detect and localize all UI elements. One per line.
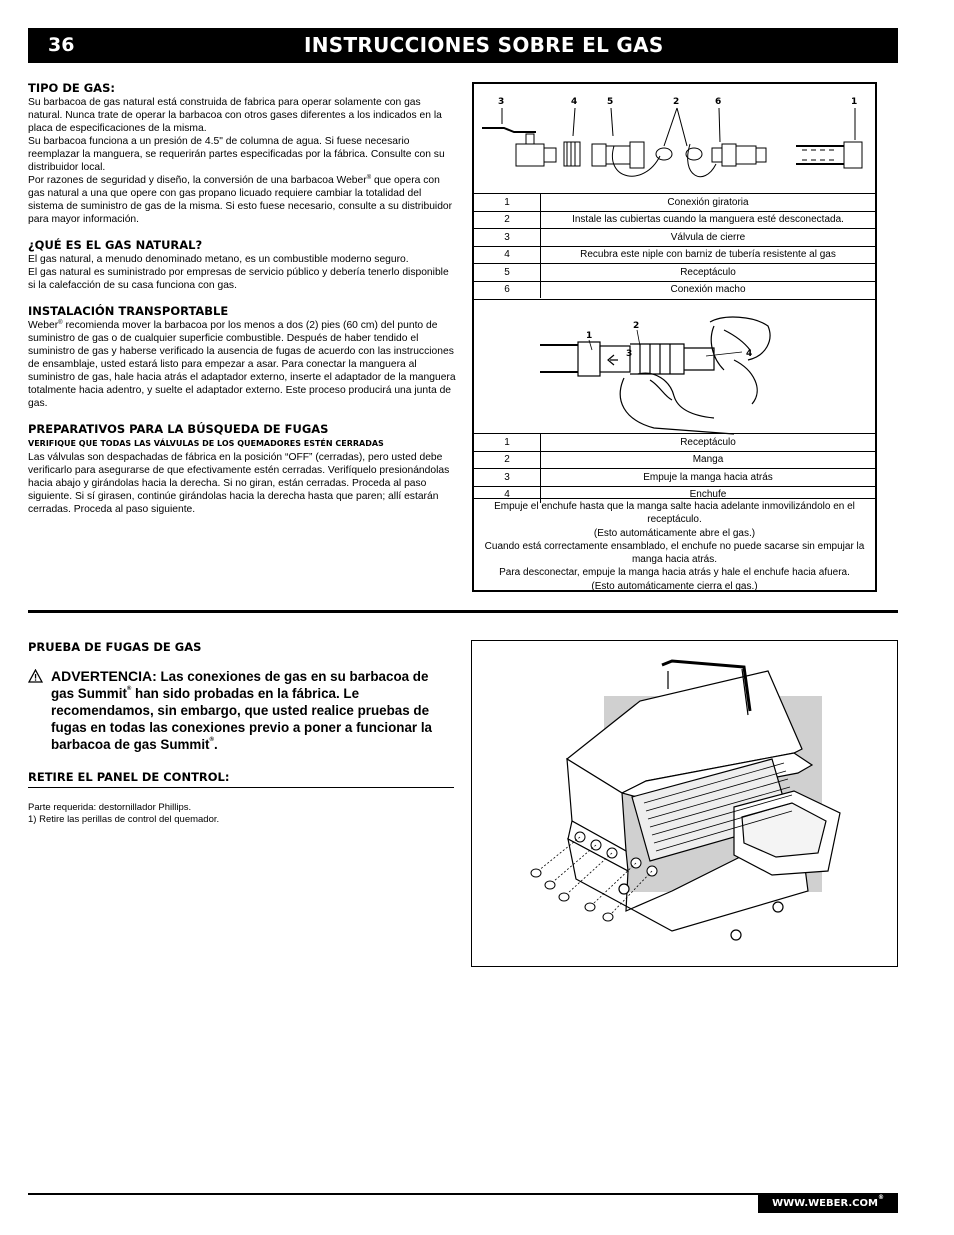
section-divider xyxy=(28,610,898,613)
registered-mark: ® xyxy=(126,686,132,692)
prueba-heading: PRUEBA DE FUGAS DE GAS xyxy=(28,640,202,654)
part-number: 6 xyxy=(474,281,541,298)
callout-2: 2 xyxy=(633,321,640,331)
footer-url-text[interactable]: WWW.WEBER.COM xyxy=(772,1198,878,1209)
table-row xyxy=(474,469,875,487)
callout-3: 3 xyxy=(626,349,633,359)
callout-4: 4 xyxy=(571,97,578,107)
part-label: Manga xyxy=(541,451,876,469)
table-row xyxy=(474,451,875,469)
part-label: Conexión macho xyxy=(541,281,876,298)
registered-mark: ® xyxy=(877,1194,884,1201)
instalacion-p1 xyxy=(28,319,456,410)
table-row xyxy=(474,246,875,264)
grill-knobs-illustration xyxy=(472,641,897,966)
warning-text-a: Las conexiones de gas en su barbacoa de gas Summit xyxy=(51,669,429,701)
warning-label: ADVERTENCIA: xyxy=(51,668,157,684)
table-row xyxy=(474,211,875,229)
part-number: 3 xyxy=(474,469,541,487)
registered-mark: ® xyxy=(366,175,372,181)
table-row xyxy=(474,264,875,282)
note-line: Empuje el enchufe hasta que la manga salte hacia adelante inmovilizándolo en el receptáculo. xyxy=(494,501,855,526)
section-preparativos xyxy=(28,423,456,516)
preparativos-heading: PREPARATIVOS PARA LA BÚSQUEDA DE FUGAS xyxy=(28,422,329,436)
warning-icon xyxy=(28,669,43,683)
callout-1: 1 xyxy=(851,97,858,107)
section-instalacion xyxy=(28,305,456,410)
callout-6: 6 xyxy=(715,97,722,107)
hose-parts-table xyxy=(474,193,875,298)
footer-url[interactable] xyxy=(758,1194,898,1213)
note-line: Para desconectar, empuje la manga hacia atrás y hale el enchufe hacia afuera. xyxy=(499,567,850,579)
grill-illustration-box xyxy=(471,640,898,967)
callout-5: 5 xyxy=(607,97,614,107)
registered-mark: ® xyxy=(58,320,63,326)
leak-test-section xyxy=(28,640,454,826)
part-required: Parte requerida: destornillador Phillips. xyxy=(28,802,192,813)
table-row xyxy=(474,194,875,212)
callout-2: 2 xyxy=(673,97,680,107)
part-number: 2 xyxy=(474,211,541,229)
tipo-gas-p3b: que opera con gas natural a una que opere con gas propano licuado requiere cambiar la totalidad del sistema de suministro de gas de la misma. Si esto fuese necesario, consulte a su distribuidor para mayor información. xyxy=(28,175,453,225)
warning-block xyxy=(28,668,454,753)
part-label: Enchufe xyxy=(541,486,876,503)
quick-connect-hands-illustration xyxy=(474,299,875,435)
tipo-gas-heading: TIPO DE GAS: xyxy=(28,81,115,95)
part-number: 4 xyxy=(474,246,541,264)
table-row xyxy=(474,281,875,298)
part-label: Empuje la manga hacia atrás xyxy=(541,469,876,487)
step-1: 1) Retire las perillas de control del quemador. xyxy=(28,814,220,825)
part-number: 1 xyxy=(474,434,541,452)
hose-connection-figure-box xyxy=(472,82,877,592)
gas-natural-heading: ¿QUÉ ES EL GAS NATURAL? xyxy=(28,238,203,252)
left-column xyxy=(28,82,456,529)
table-row xyxy=(474,434,875,452)
callout-3: 3 xyxy=(498,97,505,107)
tipo-gas-p3 xyxy=(28,174,456,226)
part-label: Válvula de cierre xyxy=(541,229,876,247)
table-row xyxy=(474,229,875,247)
page-title: INSTRUCCIONES SOBRE EL GAS xyxy=(304,33,664,57)
part-label: Conexión giratoria xyxy=(541,194,876,212)
tipo-gas-p1: Su barbacoa de gas natural está construida de fabrica para operar solamente con gas natural. Nunca trate de operar la barbacoa con otros gases diferentes a los indicados en la placa de especificaciones de la misma. xyxy=(28,97,442,134)
part-number: 2 xyxy=(474,451,541,469)
preparativos-p1: Las válvulas son despachadas de fábrica en la posición “OFF” (cerradas), pero usted debe verificarlo para asegurarse de que efectivamente estén cerradas. Verifíquelo presionándolas hacia abajo y girándolas hacia la derecha. Si no giran, están cerradas. Proceda al paso siguiente. Si sí girasen, continúe girándolas hacia la derecha hasta que paren; allí estarán cerradas. Proceda al paso siguiente. xyxy=(28,452,450,515)
warning-text-b: han sido probadas en la fábrica. Le recomendamos, sin embargo, que usted realice pruebas de fugas en todas las conexiones previo a poner a funcionar la barbacoa de gas Summit xyxy=(51,686,432,752)
quick-connect-notes xyxy=(474,498,875,593)
part-number: 5 xyxy=(474,264,541,282)
section-gas-natural xyxy=(28,239,456,292)
tipo-gas-p3a: Por razones de seguridad y diseño, la conversión de una barbacoa Weber xyxy=(28,175,367,186)
note-line: Cuando está correctamente ensamblado, el enchufe no puede sacarse sin empujar la manga hacia atrás. xyxy=(484,540,865,566)
part-label: Receptáculo xyxy=(541,264,876,282)
part-label: Instale las cubiertas cuando la manguera esté desconectada. xyxy=(541,211,876,229)
callout-4: 4 xyxy=(746,349,753,359)
note-line: (Esto automáticamente cierra el gas.) xyxy=(591,580,758,592)
part-number: 1 xyxy=(474,194,541,212)
quick-connect-table xyxy=(474,433,875,503)
retire-instructions xyxy=(28,802,454,826)
callout-1: 1 xyxy=(586,331,593,341)
registered-mark: ® xyxy=(209,737,214,743)
header-bar xyxy=(28,28,898,63)
part-label: Receptáculo xyxy=(541,434,876,452)
instalacion-text: recomienda mover la barbacoa por los menos a dos (2) pies (60 cm) del punto de suministro de gas o de cualquier superficie combustible. Después de haber tendido el suministro de gas y haberse verificado la ausencia de fugas de acuerdo con las instrucciones de ensamblaje, usted estará listo para empezar a asar. Para conectar la manguera al suministro de gas, hale hacia atrás el adaptador externo, inserte el adaptador de la manguera totalmente hacia adentro, y suelte el adaptador externo. Este proceso producirá una junta de gas. xyxy=(28,320,456,409)
section-tipo-gas xyxy=(28,82,456,226)
part-number: 4 xyxy=(474,486,541,503)
part-label: Recubra este niple con barniz de tubería resistente al gas xyxy=(541,246,876,264)
page-number: 36 xyxy=(48,34,75,56)
part-number: 3 xyxy=(474,229,541,247)
hose-parts-illustration xyxy=(474,84,875,194)
warning-text-c: . xyxy=(213,737,218,752)
instalacion-heading: INSTALACIÓN TRANSPORTABLE xyxy=(28,304,229,318)
gas-natural-p2: El gas natural es suministrado por empresas de servicio público y debería tenerlo disponible si la calefacción de su casa funciona con gas. xyxy=(28,267,449,291)
tipo-gas-p2: Su barbacoa funciona a un presión de 4.5" de columna de agua. Si fuese necesario reemplazar la manguera, se requerirán partes especificadas por la fábrica. Consulte con su distribuidor local. xyxy=(28,136,445,173)
note-line: (Esto automáticamente abre el gas.) xyxy=(593,527,756,539)
gas-natural-p1: El gas natural, a menudo denominado metano, es un combustible moderno seguro. xyxy=(28,254,409,265)
preparativos-subheading: VERIFIQUE QUE TODAS LAS VÁLVULAS DE LOS QUEMADORES ESTÉN CERRADAS xyxy=(28,439,384,448)
retire-heading: RETIRE EL PANEL DE CONTROL: xyxy=(28,770,454,788)
weber-brand: Weber xyxy=(28,320,59,331)
